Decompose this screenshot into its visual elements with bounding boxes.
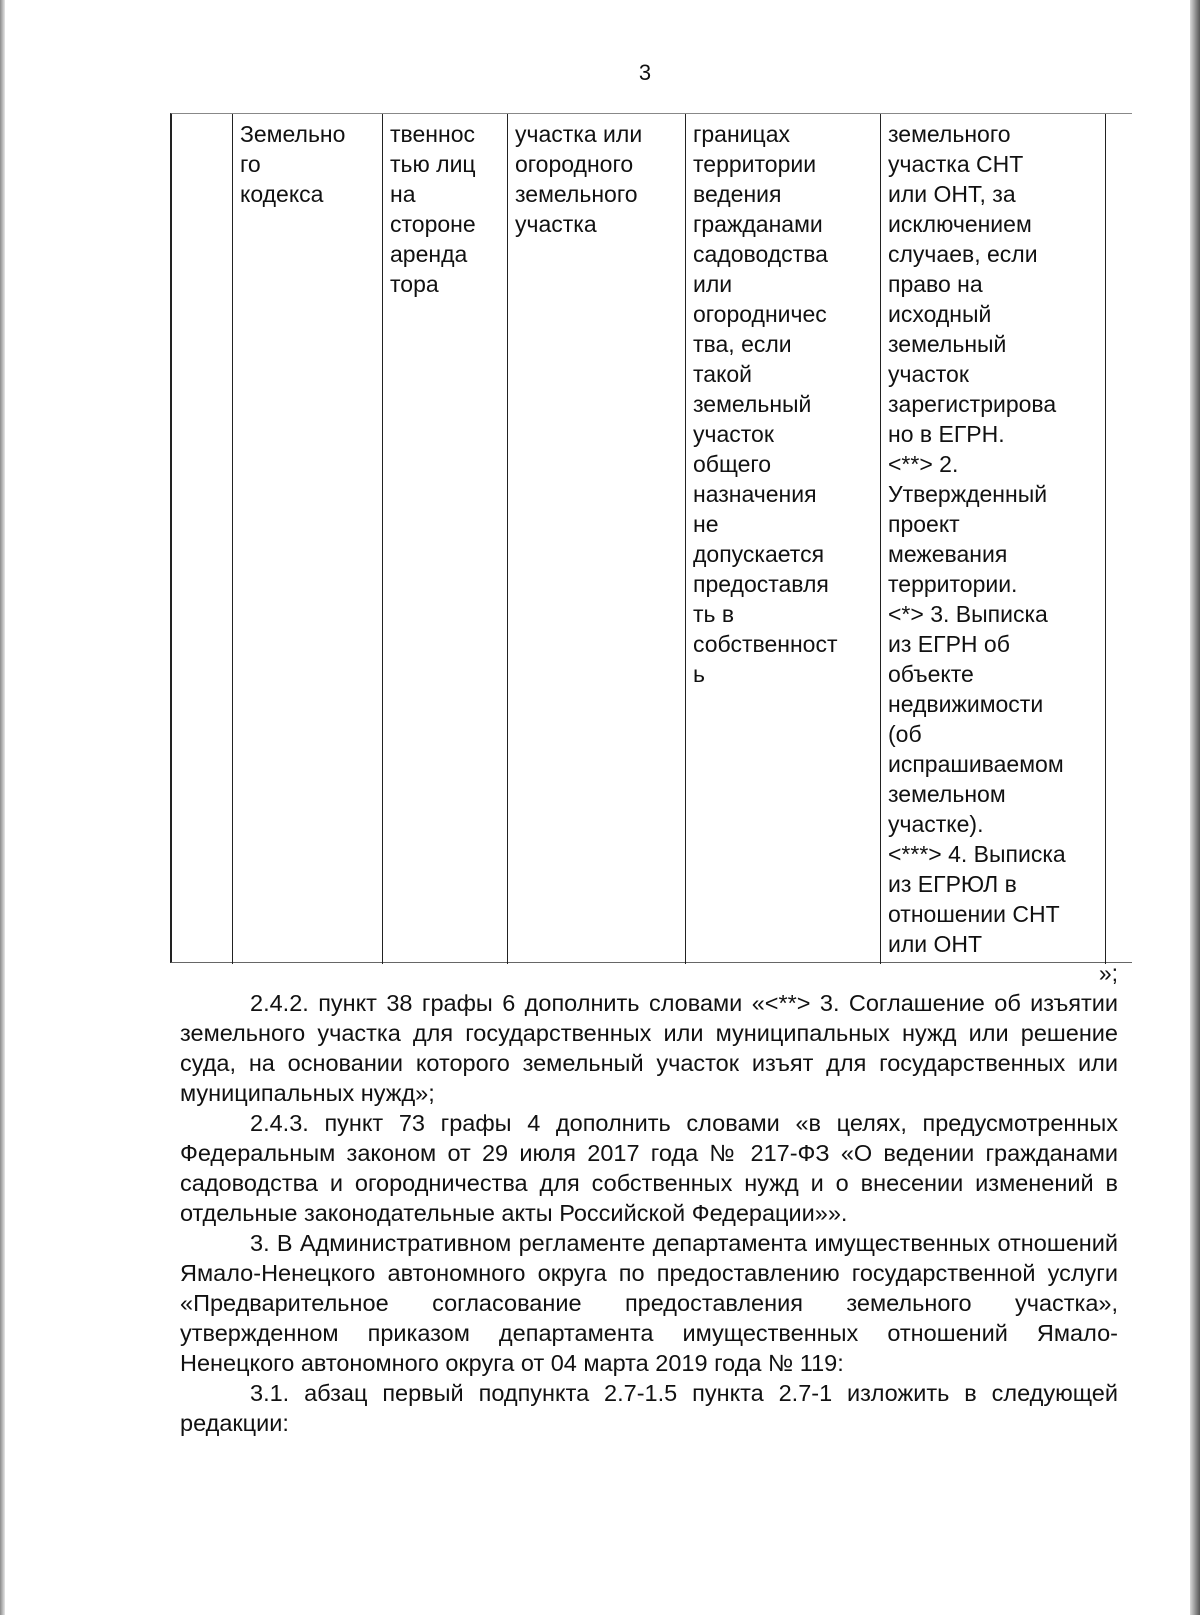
page-number: 3 xyxy=(638,60,652,85)
table-cell-line: исходный xyxy=(888,301,992,327)
scan-edge-right xyxy=(1190,0,1200,1615)
paragraph-2-4-2: 2.4.2. пункт 38 графы 6 дополнить словами «<**> 3. Соглашение об изъятии земельного участка для государственных или муниципальных нужд или решение суда, на основании которого земельный участок изъят для государственных или муниципальных нужд»; xyxy=(180,990,1118,1106)
paragraph-3: 3. В Административном регламенте департамента имущественных отношений Ямало-Ненецкого автономного округа по предоставлению государственной услуги «Предварительное согласование предоставления земельного участка», утвержденном приказом департамента имущественных отношений Ямало-Ненецкого автономного округа от 04 марта 2019 года № 119: xyxy=(180,1230,1118,1376)
table-cell-line: твеннос xyxy=(390,121,475,147)
table-closing-quote: »; xyxy=(1098,960,1118,986)
table-cell-line: такой xyxy=(693,361,753,387)
table-cell-line: земельный xyxy=(888,331,1007,357)
table-cell-line: садоводства xyxy=(693,241,828,267)
table-cell-line: го xyxy=(240,151,261,177)
table-cell-line: участок xyxy=(693,421,774,447)
table-cell-line: Земельно xyxy=(240,121,346,147)
table-cell-line: стороне xyxy=(390,211,476,237)
table-cell-line: межевания xyxy=(888,541,1008,567)
table-cell-line: случаев, если xyxy=(888,241,1038,267)
table-cell-line: гражданами xyxy=(693,211,823,237)
table-cell-line: собственност xyxy=(693,631,838,657)
table-cell-line: земельном xyxy=(888,781,1006,807)
table-cell-line: (об xyxy=(888,721,922,747)
table-cell-line: аренда xyxy=(390,241,468,267)
table-cell-line: из ЕГРЮЛ в xyxy=(888,871,1017,897)
table-cell-line: территории xyxy=(693,151,817,177)
table-cell-line: или xyxy=(693,271,733,297)
table-cell-line: ть в xyxy=(693,601,735,627)
table-cell-line: отношении СНТ xyxy=(888,901,1060,927)
table-cell-line: кодекса xyxy=(240,181,324,207)
body-text xyxy=(180,988,1118,1438)
table-cell-line: <*> 3. Выписка xyxy=(888,601,1048,627)
table-cell-line: объекте xyxy=(888,661,974,687)
table-cell-line: испрашиваемом xyxy=(888,751,1064,777)
table-cell-col-6 xyxy=(880,114,1105,964)
table-cell-line: огородного xyxy=(515,151,634,177)
table-cell-line: тью лиц xyxy=(390,151,476,177)
table-cell-line: право на xyxy=(888,271,983,297)
table-cell-line: назначения xyxy=(693,481,817,507)
table-cell-col-4 xyxy=(507,114,685,964)
table-cell-col-3 xyxy=(382,114,507,964)
table-cell-line: земельного xyxy=(888,121,1011,147)
table-cell-line: ведения xyxy=(693,181,782,207)
table-cell-line: участка или xyxy=(515,121,643,147)
table-cell-line: участке). xyxy=(888,811,984,837)
table-cell-line: но в ЕГРН. xyxy=(888,421,1005,447)
table-cell-line: огородничес xyxy=(693,301,827,327)
table-cell-line: не xyxy=(693,511,719,537)
table-cell-line: зарегистрирова xyxy=(888,391,1057,417)
table-cell-col-5 xyxy=(685,114,880,964)
table-cell-line: общего xyxy=(693,451,772,477)
paragraph-3-1: 3.1. абзац первый подпункта 2.7-1.5 пункта 2.7-1 изложить в следующей редакции: xyxy=(180,1380,1118,1436)
table-cell-line: допускается xyxy=(693,541,825,567)
table-cell-line: из ЕГРН об xyxy=(888,631,1010,657)
table-cell-line: недвижимости xyxy=(888,691,1044,717)
paragraph-2-4-3: 2.4.3. пункт 73 графы 4 дополнить словами «в целях, предусмотренных Федеральным законом от 29 июля 2017 года № 217-ФЗ «О ведении гражданами садоводства и огородничества для собственных нужд и о внесении изменений в отдельные законодательные акты Российской Федерации»». xyxy=(180,1110,1118,1226)
table-cell-line: проект xyxy=(888,511,960,537)
table-cell-line: исключением xyxy=(888,211,1032,237)
table-cell-col-1 xyxy=(172,114,232,964)
table-cell-line: Утвержденный xyxy=(888,481,1048,507)
table-cell-line: <***> 4. Выписка xyxy=(888,841,1066,867)
table-cell-line: территории. xyxy=(888,571,1018,597)
table-cell-line: участка xyxy=(515,211,597,237)
table-cell-line: земельного xyxy=(515,181,638,207)
document-table xyxy=(170,113,1132,963)
scan-edge-left xyxy=(0,0,5,1615)
table-cell-line: участка СНТ xyxy=(888,151,1024,177)
column-divider xyxy=(1105,114,1106,964)
table-cell-line: или ОНТ xyxy=(888,931,983,957)
table-cell-line: предоставля xyxy=(693,571,829,597)
table-cell-line: на xyxy=(390,181,416,207)
table-cell-line: участок xyxy=(888,361,969,387)
table-cell-col-2 xyxy=(232,114,382,964)
table-cell-line: границах xyxy=(693,121,790,147)
table-cell-line: тора xyxy=(390,271,439,297)
table-cell-line: или ОНТ, за xyxy=(888,181,1016,207)
table-cell-line: земельный xyxy=(693,391,812,417)
table-cell-line: тва, если xyxy=(693,331,792,357)
table-cell-line: ь xyxy=(693,661,705,687)
table-cell-line: <**> 2. xyxy=(888,451,959,477)
